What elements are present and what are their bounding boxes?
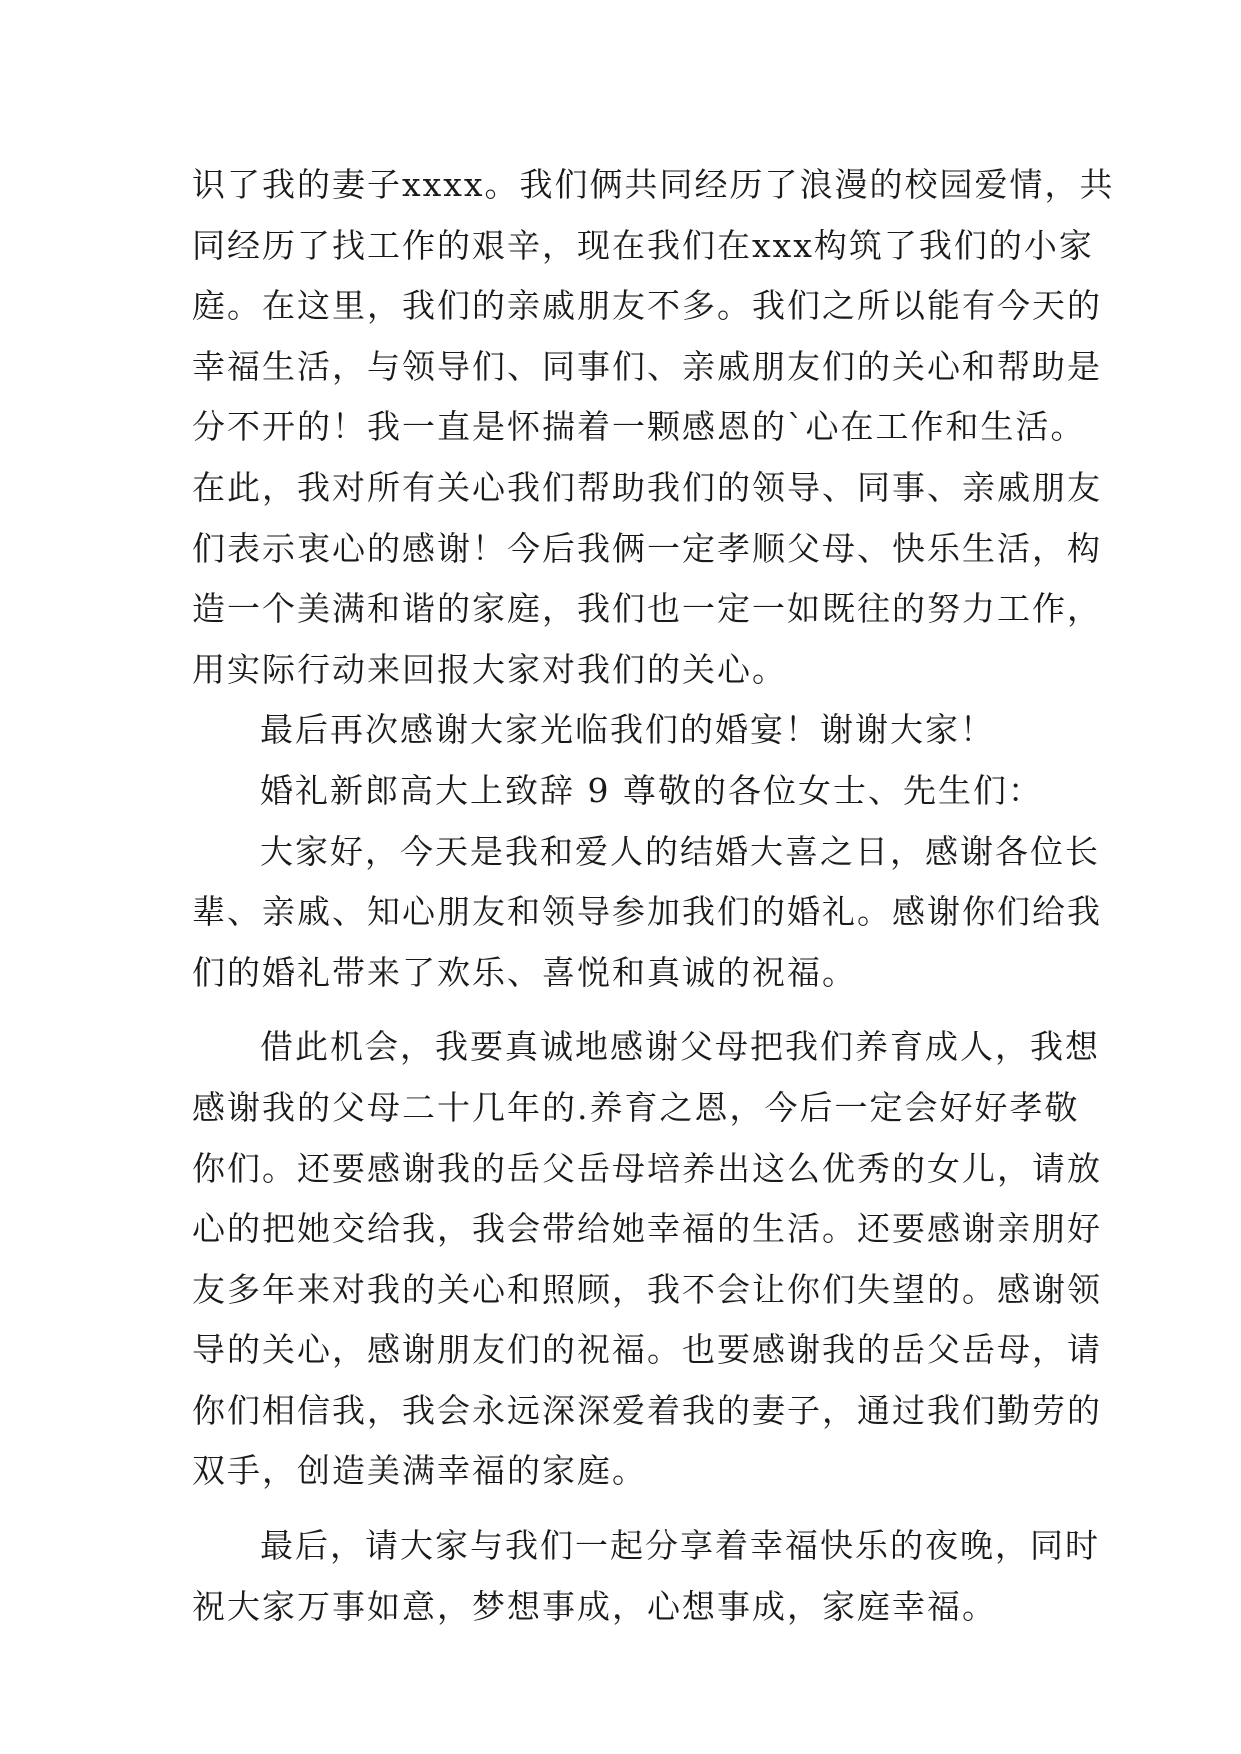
text-line: 祝大家万事如意，梦想事成，心想事成，家庭幸福。 — [192, 1586, 997, 1626]
text-line: 们的婚礼带来了欢乐、喜悦和真诚的祝福。 — [192, 952, 857, 992]
text-line: 造一个美满和谐的家庭，我们也一定一如既往的努力工作， — [192, 589, 1102, 629]
text-line: 分不开的！我一直是怀揣着一颗感恩的`心在工作和生活。 — [192, 407, 1086, 447]
text-line: 婚礼新郎高大上致辞 9 尊敬的各位女士、先生们： — [260, 770, 1043, 810]
text-line: 识了我的妻子xxxx。我们俩共同经历了浪漫的校园爱情，共 — [192, 165, 1115, 204]
body-text — [192, 155, 1115, 1637]
text-line: 用实际行动来回报大家对我们的关心。 — [192, 649, 787, 689]
text-line: 借此机会，我要真诚地感谢父母把我们养育成人，我想 — [260, 1027, 1100, 1067]
text-line: 你们相信我，我会永远深深爱着我的妻子，通过我们勤劳的 — [192, 1390, 1102, 1430]
text-line: 辈、亲戚、知心朋友和领导参加我们的婚礼。感谢你们给我 — [192, 892, 1102, 932]
text-line: 同经历了找工作的艰辛，现在我们在xxx构筑了我们的小家 — [192, 225, 1094, 265]
text-line: 双手，创造美满幸福的家庭。 — [192, 1451, 647, 1491]
text-line: 幸福生活，与领导们、同事们、亲戚朋友们的关心和帮助是 — [192, 346, 1102, 386]
text-line: 在此，我对所有关心我们帮助我们的领导、同事、亲戚朋友 — [192, 467, 1102, 507]
text-line: 友多年来对我的关心和照顾，我不会让你们失望的。感谢领 — [192, 1269, 1102, 1309]
text-line: 导的关心，感谢朋友们的祝福。也要感谢我的岳父岳母，请 — [192, 1330, 1102, 1370]
text-line: 感谢我的父母二十几年的.养育之恩，今后一定会好好孝敬 — [192, 1087, 1080, 1127]
text-line: 最后，请大家与我们一起分享着幸福快乐的夜晚，同时 — [260, 1526, 1100, 1566]
text-line: 大家好，今天是我和爱人的结婚大喜之日，感谢各位长 — [260, 831, 1100, 871]
text-line: 你们。还要感谢我的岳父岳母培养出这么优秀的女儿，请放 — [192, 1148, 1102, 1188]
text-line: 心的把她交给我，我会带给她幸福的生活。还要感谢亲朋好 — [192, 1209, 1102, 1249]
text-line: 们表示衷心的感谢！今后我俩一定孝顺父母、快乐生活，构 — [192, 528, 1102, 568]
text-line: 庭。在这里，我们的亲戚朋友不多。我们之所以能有今天的 — [192, 286, 1102, 326]
text-line: 最后再次感谢大家光临我们的婚宴！谢谢大家！ — [260, 710, 995, 750]
